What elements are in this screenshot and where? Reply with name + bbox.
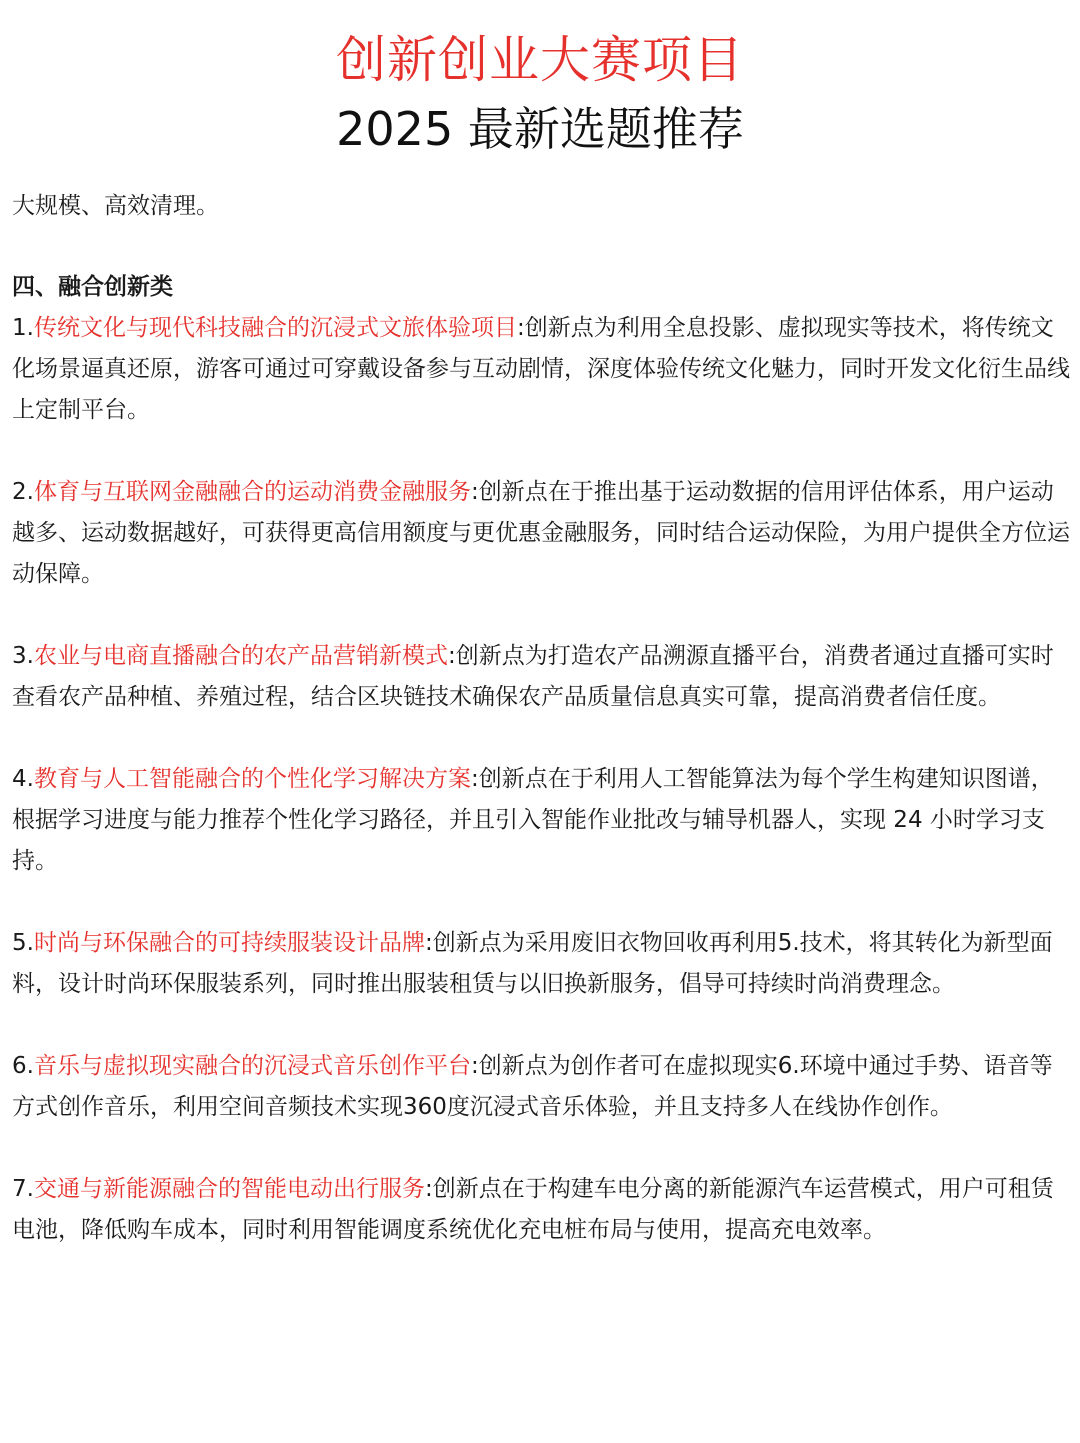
list-item-2 — [12, 472, 1070, 595]
item-number: 4. — [12, 766, 34, 792]
page-title: 创新创业大赛项目 — [336, 31, 744, 89]
list-item-4 — [12, 759, 1070, 882]
intro-text: 大规模、高效清理。 — [12, 193, 219, 219]
item-title: 传统文化与现代科技融合的沉浸式文旅体验项目 — [33, 315, 517, 341]
item-description: :创新点为创作者可在虚拟现实6.环境中通过手势、语音等方式创作音乐，利用空间音频技术实现360度沉浸式音乐体验，并且支持多人在线协作创作。 — [12, 1053, 1053, 1120]
list-item-5 — [12, 923, 1070, 1005]
list-item-3 — [12, 636, 1070, 718]
section-heading: 四、融合创新类 — [12, 274, 173, 300]
item-description: :创新点为利用全息投影、虚拟现实等技术，将传统文化场景逼真还原，游客可通过可穿戴设备参与互动剧情，深度体验传统文化魅力，同时开发文化衍生品线上定制平台。 — [12, 315, 1070, 423]
article-body — [12, 186, 1070, 1251]
item-description: :创新点为采用废旧衣物回收再利用5.技术，将其转化为新型面料，设计时尚环保服装系列，同时推出服装租赁与以旧换新服务，倡导可持续时尚消费理念。 — [12, 930, 1053, 997]
page-subtitle: 2025 最新选题推荐 — [336, 102, 744, 156]
item-title: 音乐与虚拟现实融合的沉浸式音乐创作平台 — [33, 1053, 471, 1079]
item-title: 时尚与环保融合的可持续服装设计品牌 — [33, 930, 425, 956]
item-title: 农业与电商直播融合的农产品营销新模式 — [33, 643, 448, 669]
item-title: 体育与互联网金融融合的运动消费金融服务 — [33, 479, 471, 505]
item-title: 教育与人工智能融合的个性化学习解决方案 — [33, 766, 471, 792]
item-number: 2. — [12, 479, 34, 505]
list-item-1 — [12, 308, 1070, 431]
item-description: :创新点在于推出基于运动数据的信用评估体系，用户运动越多、运动数据越好，可获得更高信用额度与更优惠金融服务，同时结合运动保险，为用户提供全方位运动保障。 — [12, 479, 1070, 587]
item-number: 3. — [12, 643, 34, 669]
item-title: 交通与新能源融合的智能电动出行服务 — [33, 1176, 425, 1202]
list-item-7 — [12, 1169, 1070, 1251]
item-description: :创新点在于利用人工智能算法为每个学生构建知识图谱，根据学习进度与能力推荐个性化学习路径，并且引入智能作业批改与辅导机器人，实现 24 小时学习支持。 — [12, 766, 1054, 874]
list-item-6 — [12, 1046, 1070, 1128]
item-number: 5. — [12, 930, 34, 956]
item-description: :创新点在于构建车电分离的新能源汽车运营模式，用户可租赁电池，降低购车成本，同时利用智能调度系统优化充电桩布局与使用，提高充电效率。 — [12, 1176, 1054, 1243]
item-number: 6. — [12, 1053, 34, 1079]
item-number: 1. — [12, 315, 34, 341]
item-number: 7. — [12, 1176, 34, 1202]
item-description: :创新点为打造农产品溯源直播平台，消费者通过直播可实时查看农产品种植、养殖过程，结合区块链技术确保农产品质量信息真实可靠，提高消费者信任度。 — [12, 643, 1054, 710]
